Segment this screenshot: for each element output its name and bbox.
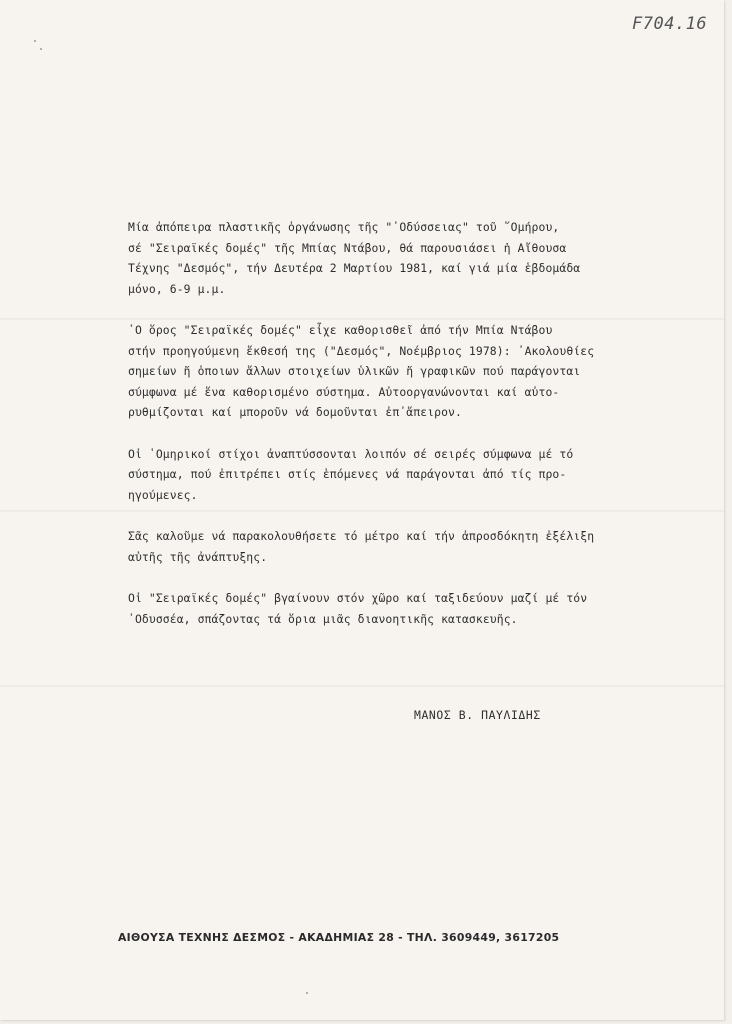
text-line: σύμφωνα μέ ἕνα καθορισμένο σύστημα. Αὐτοοργανώνονται καί αὐτο- [128,384,560,399]
text-line: Σᾶς καλοῦμε νά παρακολουθήσετε τό μέτρο καί τήν ἀπροσδόκητη ἐξέλιξη [128,529,595,543]
text-line: Μία ἀπόπειρα πλαστικῆς ὀργάνωσης τῆς "᾿Οδύσσειας" τοῦ ῞Ομήρου, [128,220,560,234]
paragraph-3 [128,444,628,506]
paper-speck [34,40,36,42]
text-line: μόνο, 6-9 μ.μ. [128,281,226,296]
text-line: ῾Ο ὅρος "Σειραϊκές δομές" εἶχε καθορισθεῖ ἀπό τήν Μπία Ντάβου [128,323,553,337]
paper-speck [306,992,308,994]
text-line: ρυθμίζονται καί μποροῦν νά δομοῦνται ἐπ᾿ἄπειρον. [128,405,462,419]
text-line: ηγούμενες. [128,487,198,502]
letter-body [128,217,628,650]
paragraph-2 [128,320,628,423]
text-line: ᾿Οδυσσέα, σπάζοντας τά ὅρια μιᾶς διανοητικῆς κατασκευῆς. [128,611,518,626]
text-line: Τέχνης "Δεσμός", τήν Δευτέρα 2 Μαρτίου 1981, καί γιά μία ἑβδομάδα [128,261,581,275]
text-line: Οἱ ῾Ομηρικοί στίχοι ἀναπτύσσονται λοιπόν σέ σειρές σύμφωνα μέ τό [128,446,574,461]
text-line: στήν προηγούμενη ἔκθεσή της ("Δεσμός", Νοέμβριος 1978): ᾿Ακολουθίες [128,343,595,358]
text-line: σύστημα, πού ἐπιτρέπει στίς ἑπόμενες νά παράγονται ἀπό τίς προ- [128,467,567,481]
text-line: αὐτῆς τῆς ἀνάπτυξης. [128,549,268,564]
letterhead-footer: ΑΙΘΟΥΣΑ ΤΕΧΝΗΣ ΔΕΣΜΟΣ - ΑΚΑΔΗΜΙΑΣ 28 - ΤΗΛ. 3609449, 3617205 [118,932,560,944]
text-line: σημείων ἤ ὁποιων ἄλλων στοιχείων ὑλικῶν ἤ γραφικῶν πού παράγονται [128,364,581,378]
paragraph-4 [128,526,628,567]
archive-id: F704.16 [632,14,708,34]
paper-speck [40,48,42,50]
text-line: Οἱ "Σειραϊκές δομές" βγαίνουν στόν χῶρο καί ταξιδεύουν μαζί μέ τόν [128,591,588,605]
paragraph-1 [128,217,628,299]
text-line: σέ "Σειραϊκές δομές" τῆς Μπίας Ντάβου, θά παρουσιάσει ἡ Αἴθουσα [128,240,567,255]
paragraph-5 [128,588,628,629]
signature: ΜΑΝΟΣ Β. ΠΑΥΛΙΔΗΣ [414,708,541,722]
fold-line [0,685,724,687]
